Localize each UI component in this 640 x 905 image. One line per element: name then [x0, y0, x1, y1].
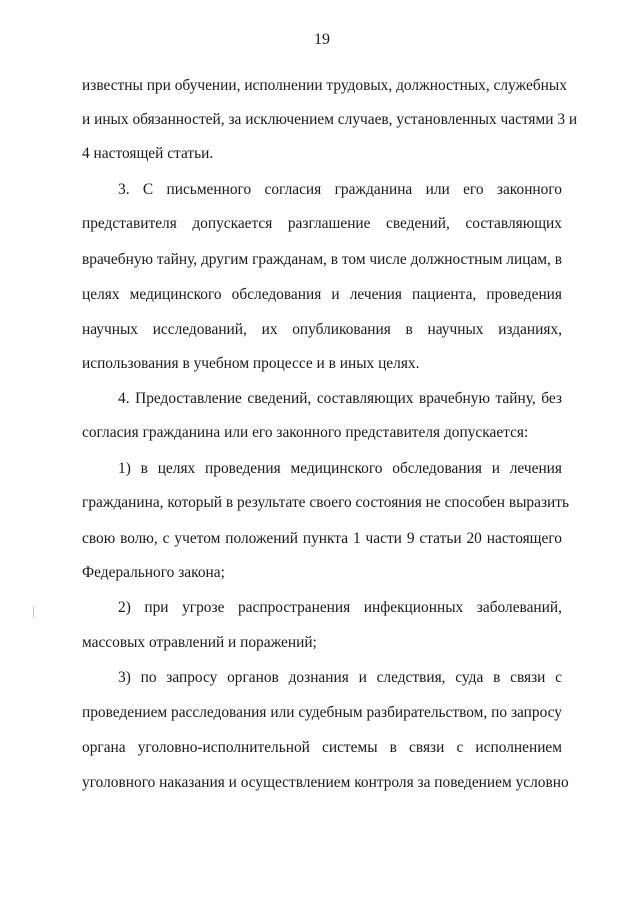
text-line: свою волю, с учетом положений пункта 1 части 9 статьи 20 настоящего: [82, 530, 562, 547]
text-line: 1) в целях проведения медицинского обследования и лечения: [118, 460, 562, 477]
page-number: 19: [314, 31, 330, 48]
text-line: 3) по запросу органов дознания и следствия, суда в связи с: [118, 669, 562, 686]
text-line: массовых отравлений и поражений;: [82, 634, 317, 651]
text-line: использования в учебном процессе и в иных целях.: [82, 355, 420, 372]
text-line: и иных обязанностей, за исключением случаев, установленных частями 3 и: [82, 111, 578, 128]
text-line: врачебную тайну, другим гражданам, в том числе должностным лицам, в: [82, 251, 562, 268]
text-line: 2) при угрозе распространения инфекционных заболеваний,: [118, 599, 562, 616]
text-line: 4. Предоставление сведений, составляющих врачебную тайну, без: [118, 390, 562, 407]
text-line: гражданина, который в результате своего состояния не способен выразить: [82, 494, 570, 511]
text-line: уголовного наказания и осуществлением контроля за поведением условно: [82, 774, 569, 791]
text-line: научных исследований, их опубликования в научных изданиях,: [82, 321, 562, 338]
text-line: проведением расследования или судебным разбирательством, по запросу: [82, 704, 562, 721]
text-line: 4 настоящей статьи.: [82, 145, 214, 162]
margin-mark: [33, 606, 34, 618]
text-line: известны при обучении, исполнении трудовых, должностных, служебных: [82, 77, 567, 94]
text-line: целях медицинского обследования и лечения пациента, проведения: [82, 286, 562, 303]
text-line: согласия гражданина или его законного представителя допускается:: [82, 424, 529, 441]
text-line: 3. С письменного согласия гражданина или его законного: [118, 181, 562, 198]
text-line: представителя допускается разглашение сведений, составляющих: [82, 215, 562, 232]
text-line: органа уголовно-исполнительной системы в связи с исполнением: [82, 739, 562, 756]
text-line: Федерального закона;: [82, 564, 225, 581]
